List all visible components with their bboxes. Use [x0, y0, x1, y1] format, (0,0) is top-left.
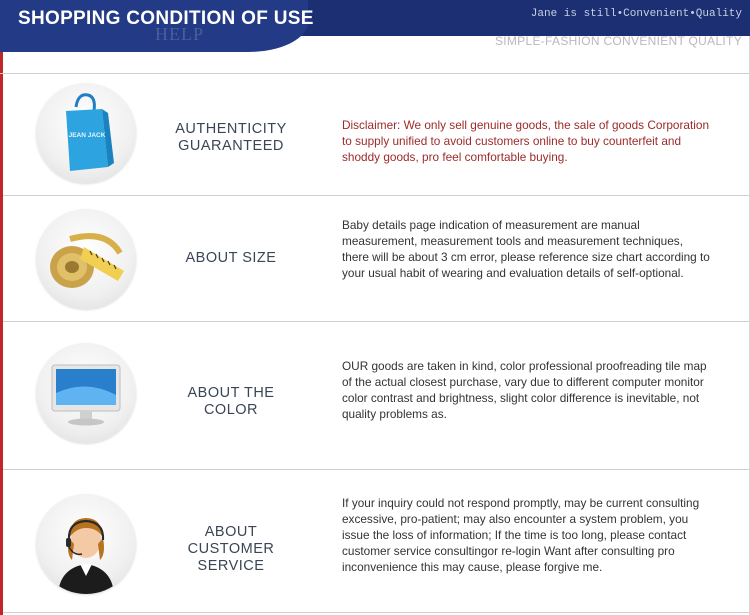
- desc-color: OUR goods are taken in kind, color professional proofreading tile map of the actual closest purchase, vary due to different computer monitor color contrast and brightness, slight color difference is inevitable, not quality problems as.: [342, 359, 707, 421]
- computer-monitor-icon: [36, 343, 136, 443]
- label-customer-service: ABOUT CUSTOMER SERVICE: [187, 524, 275, 574]
- label-color: ABOUT THE COLOR: [187, 385, 275, 418]
- bag-brand-text: JEAN JACK: [68, 132, 106, 139]
- label-size: ABOUT SIZE: [185, 250, 277, 266]
- watermark-text: HELP: [155, 24, 204, 44]
- page-title: SHOPPING CONDITION OF USE: [18, 8, 314, 29]
- desc-size: Baby details page indication of measurement are manual measurement, measurement tools and measurement techniques, there will be about 3 cm error, please reference size chart according to your usual habit of wearing and evaluation details of self-optional.: [342, 218, 710, 280]
- policy-row-size: [3, 196, 749, 322]
- customer-service-icon: [36, 494, 136, 594]
- tape-measure-icon: [36, 209, 136, 309]
- shopping-bag-icon: [36, 83, 136, 183]
- policy-row-color: [3, 322, 749, 470]
- policy-row-authenticity: [3, 74, 749, 196]
- header: [0, 0, 750, 56]
- header-tagline-mono: Jane is still•Convenient•Quality: [530, 8, 742, 20]
- label-authenticity: AUTHENTICITY GUARANTEED: [175, 121, 287, 154]
- desc-authenticity: Disclaimer: We only sell genuine goods, the sale of goods Corporation to supply unified to avoid customers online to buy counterfeit and shoddy goods, pro feel comfortable buying.: [342, 118, 709, 164]
- header-tagline: SIMPLE-FASHION CONVENIENT QUALITY: [494, 34, 742, 48]
- desc-customer-service: If your inquiry could not respond promptly, may be current consulting excessive, pro-patient; may also encounter a system problem, you issue the loss of information; If the time is too long, please contact customer service consultingor re-login Want after consulting pro inconvenience this may cause, please forgive me.: [342, 496, 700, 574]
- policy-row-customer-service: [3, 470, 749, 613]
